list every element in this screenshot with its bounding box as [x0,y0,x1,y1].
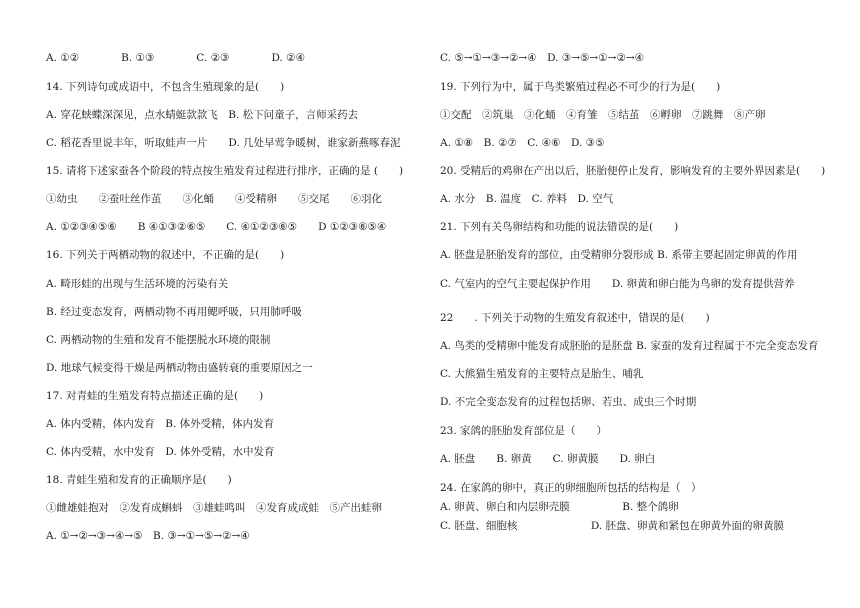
text-line: A. ①②③④⑤⑥ B ④①③②⑥⑤ C. ④①②③⑥⑤ D ①②③⑥⑤④ [46,221,387,233]
text-line: ①幼虫 ②蚕吐丝作茧 ③化蛹 ④受精卵 ⑤交尾 ⑥羽化 [46,193,382,205]
text-line: A. 体内受精，体内发育 B. 体外受精，体内发育 [46,418,275,430]
question-22: 22 . 下列关于动物的生殖发育叙述中，错误的是( ) [440,312,710,324]
question-19: 19. 下列行为中，属于鸟类繁殖过程必不可少的行为是( ) [440,81,721,93]
text-line: C. 大熊猫生殖发育的主要特点是胎生、哺乳 [440,368,644,380]
text-line: ①雌雄蛙抱对 ②发育成蝌蚪 ③雄蛙鸣叫 ④发育成成蛙 ⑤产出蛙卵 [46,502,382,514]
text-line: C. 胚盘、细胞核 D. 胚盘、卵黄和紧包在卵黄外面的卵黄膜 [440,520,785,532]
question-16: 16. 下列关于两栖动物的叙述中，不正确的是( ) [46,249,285,261]
question-14: 14. 下列诗句或成语中，不包含生殖现象的是( ) [46,81,285,93]
text-line: A. 胚盘 B. 卵黄 C. 卵黄膜 D. 卵白 [440,453,656,465]
text-line: A. 畸形蛙的出现与生活环境的污染有关 [46,278,229,290]
question-17: 17. 对青蛙的生殖发育特点描述正确的是( ) [46,390,264,402]
text-line: A. 水分 B. 温度 C. 养料 D. 空气 [440,193,614,205]
text-line: A. 卵黄、卵白和内层卵壳膜 B. 整个鸽卵 [440,501,679,513]
question-21: 21. 下列有关鸟卵结构和功能的说法错误的是( ) [440,221,679,233]
question-18: 18. 青蛙生殖和发育的正确顺序是( ) [46,474,232,486]
text-line: C. 两栖动物的生殖和发育不能摆脱水环境的限制 [46,334,271,346]
text-line: C. ⑤→①→③→②→④ D. ③→⑤→①→②→④ [440,52,645,64]
right-column [430,0,860,608]
text-line: A. ①⑧ B. ②⑦ C. ④⑥ D. ③⑤ [440,137,605,149]
text-line: C. 稻花香里说丰年，听取蛙声一片 D. 几处早莺争暖树，谁家新燕啄春泥 [46,137,401,149]
text-line: A. 穿花蛱蝶深深见，点水蜻蜓款款飞 B. 松下问童子，言师采药去 [46,109,359,121]
text-line: D. 地球气候变得干燥是两栖动物由盛转衰的重要原因之一 [46,362,313,374]
question-23: 23. 家鸽的胚胎发育部位是（ ） [440,425,608,437]
text-line: C. 气室内的空气主要起保护作用 D. 卵黄和卵白能为鸟卵的发育提供营养 [440,278,795,290]
text-line: A. 胚盘是胚胎发育的部位，由受精卵分裂形成 B. 系带主要起固定卵黄的作用 [440,249,798,261]
text-line: A. ①② B. ①③ C. ②③ D. ②④ [46,52,306,64]
text-line: B. 经过变态发育，两栖动物不再用鳃呼吸，只用肺呼吸 [46,306,302,318]
text-line: A. 鸟类的受精卵中能发育成胚胎的是胚盘 B. 家蚕的发育过程属于不完全变态发育 [440,340,819,352]
question-20: 20. 受精后的鸡卵在产出以后，胚胎便停止发育，影响发育的主要外界因素是( ) [440,165,826,177]
text-line: C. 体内受精，水中发育 D. 体外受精，水中发育 [46,446,275,458]
text-line: ①交配 ②筑巢 ③化蛹 ④育雏 ⑤结茧 ⑥孵卵 ⑦跳舞 ⑧产卵 [440,109,766,121]
question-24: 24. 在家鸽的卵中，真正的卵细胞所包括的结构是（ ） [440,482,702,494]
text-line: D. 不完全变态发育的过程包括卵、若虫、成虫三个时期 [440,396,697,408]
text-line: A. ①→②→③→④→⑤ B. ③→①→⑤→②→④ [46,530,250,542]
question-15: 15. 请将下述家蚕各个阶段的特点按生殖发育过程进行排序，正确的是 ( ) [46,165,404,177]
